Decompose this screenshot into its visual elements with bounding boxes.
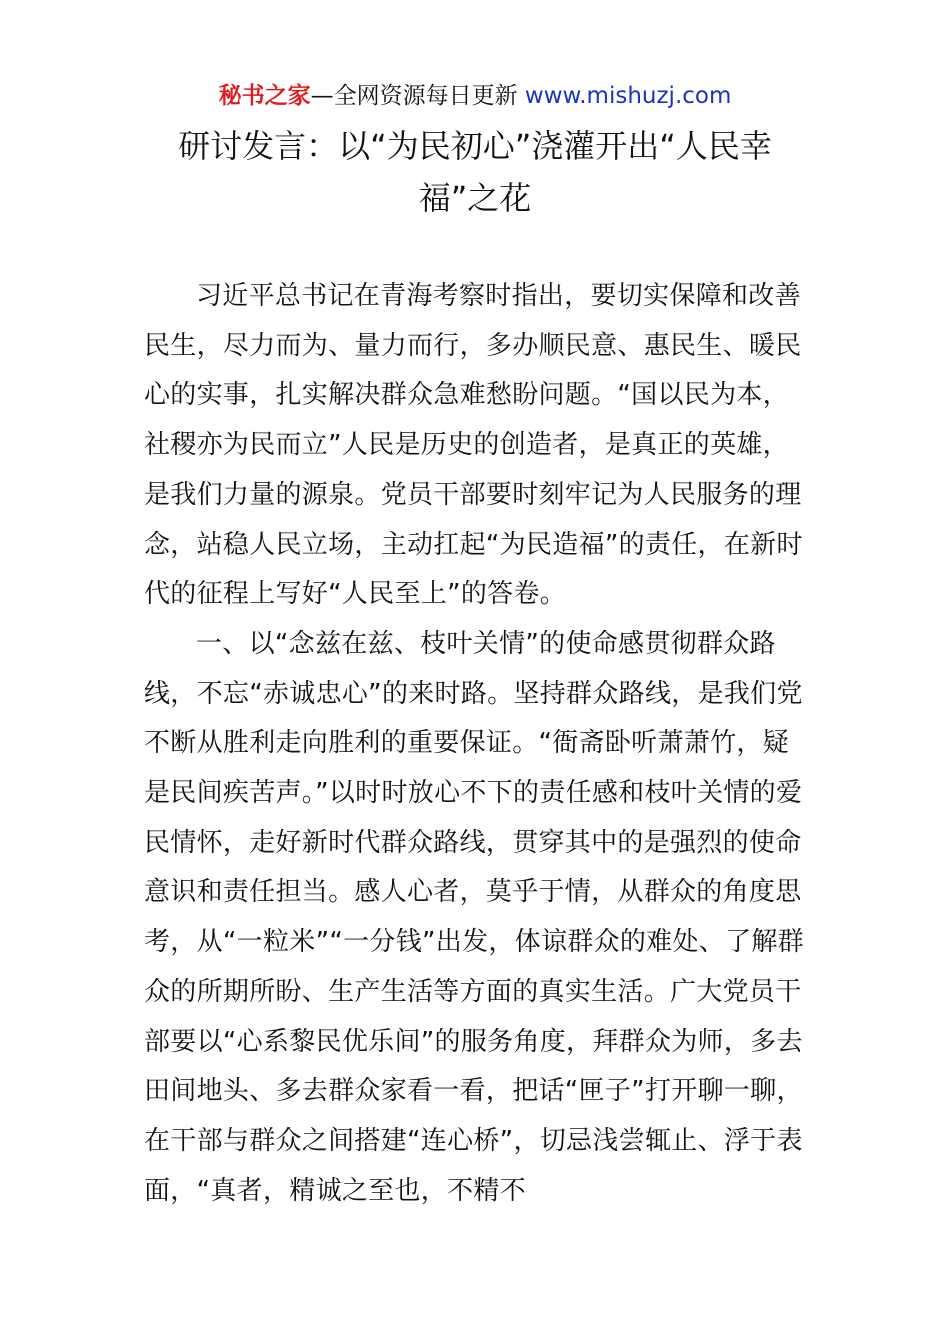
paragraph-section-one: 一、以“念兹在兹、枝叶关情”的使命感贯彻群众路线，不忘“赤诚忠心”的来时路。坚持群众路线，是我们党不断从胜利走向胜利的重要保证。“衙斋卧听萧萧竹，疑是民间疾苦声。”以时时放心不下的责任感和枝叶关情的爱民情怀，走好新时代群众路线，贯穿其中的是强烈的使命意识和责任担当。感人心者，莫乎于情，从群众的角度思考，从“一粒米”“一分钱”出发，体谅群众的难处、了解群众的所期所盼、生产生活等方面的真实生活。广大党员干部要以“心系黎民优乐间”的服务角度，拜群众为师，多去田间地头、多去群众家看一看，把话“匣子”打开聊一聊，在干部与群众之间搭建“连心桥”，切忌浅尝辄止、浮于表面，“真者，精诚之至也，不精不 (144, 628, 804, 1206)
site-brand: 秘书之家 (218, 83, 311, 109)
document-body (144, 272, 808, 1216)
paragraph-intro: 习近平总书记在青海考察时指出，要切实保障和改善民生，尽力而为、量力而行，多办顺民意、惠民生、暖民心的实事，扎实解决群众急难愁盼问题。“国以民为本，社稷亦为民而立”人民是历史的创造者，是真正的英雄，是我们力量的源泉。党员干部要时刻牢记为人民服务的理念，站稳人民立场，主动扛起“为民造福”的责任，在新时代的征程上写好“人民至上”的答卷。 (144, 281, 803, 610)
site-tagline: —全网资源每日更新 (310, 83, 525, 109)
document-title: 研讨发言：以“为民初心”浇灌开出“人民幸福”之花 (178, 127, 772, 217)
site-url-link[interactable]: www.mishuzj.com (524, 83, 732, 109)
site-header (0, 80, 950, 112)
